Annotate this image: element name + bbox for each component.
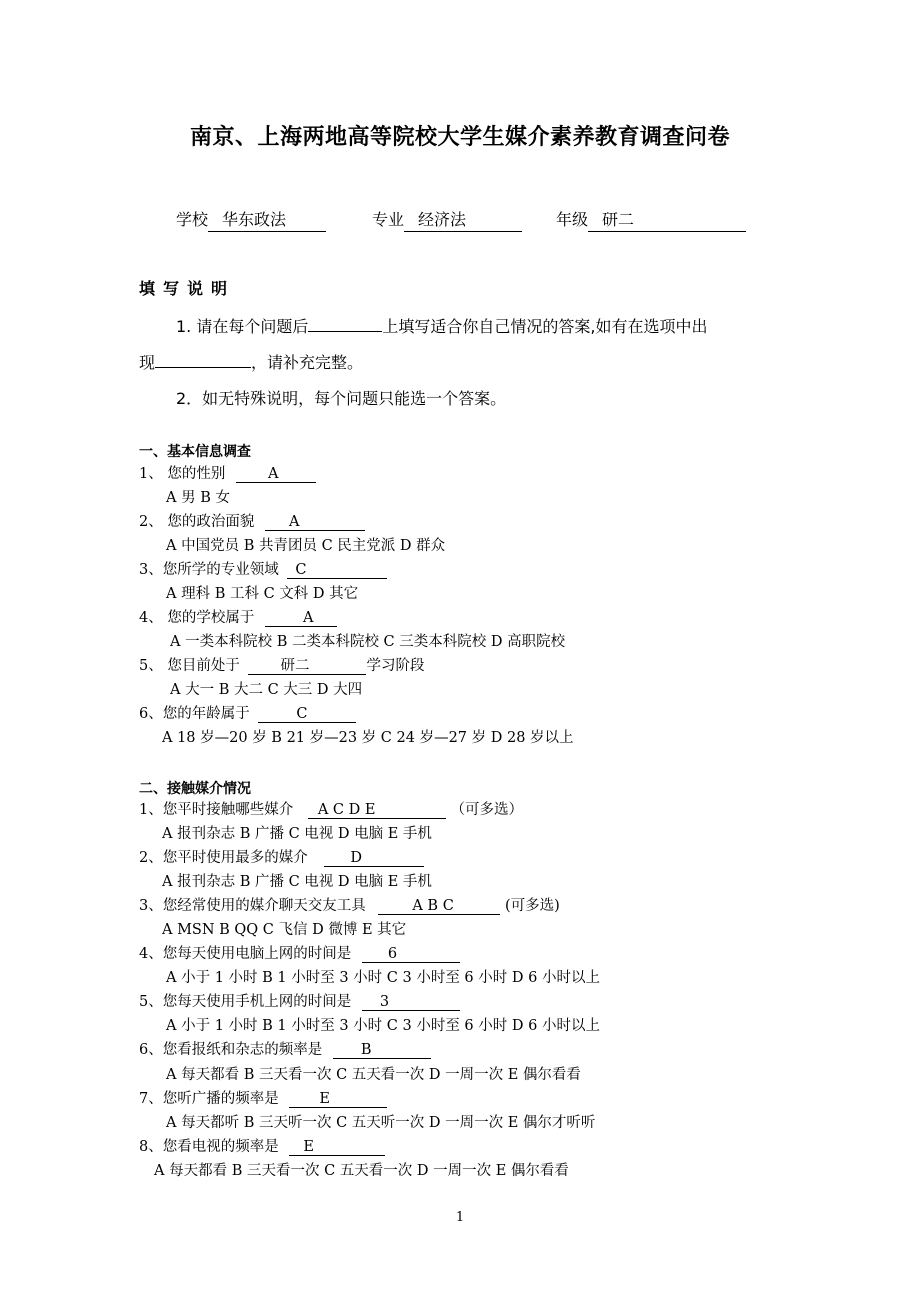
instruction-1-line-2 bbox=[139, 350, 363, 373]
s1-question-1 bbox=[139, 465, 316, 483]
answer-blank: E bbox=[289, 1139, 385, 1156]
s2-options-2: A 报刊杂志 B 广播 C 电视 D 电脑 E 手机 bbox=[162, 874, 432, 890]
s2-question-5 bbox=[139, 993, 460, 1011]
page-number: 1 bbox=[455, 1210, 465, 1225]
answer-blank: C bbox=[258, 706, 356, 723]
answer-blank: A bbox=[265, 610, 337, 627]
blank-line bbox=[155, 351, 251, 368]
answer-blank: 6 bbox=[362, 946, 460, 963]
s1-options-4: A 一类本科院校 B 二类本科院校 C 三类本科院校 D 高职院校 bbox=[170, 634, 566, 650]
s1-question-4 bbox=[139, 609, 337, 627]
s1-options-3: A 理科 B 工科 C 文科 D 其它 bbox=[166, 586, 359, 602]
answer-blank: D bbox=[324, 850, 424, 867]
s1-options-1: A 男 B 女 bbox=[166, 490, 230, 506]
major-label: 专业 bbox=[372, 210, 405, 229]
s2-question-4 bbox=[139, 945, 460, 963]
s2-question-1 bbox=[139, 801, 523, 819]
s2-question-8 bbox=[139, 1138, 385, 1156]
question-text: 4、 您的学校属于 bbox=[139, 610, 255, 626]
answer-blank: A C D E bbox=[308, 802, 446, 819]
school-value: 华东政法 bbox=[208, 209, 326, 232]
s2-options-6: A 每天都看 B 三天看一次 C 五天看一次 D 一周一次 E 偶尔看看 bbox=[166, 1067, 581, 1083]
s2-question-3 bbox=[139, 897, 560, 915]
s1-options-2: A 中国党员 B 共青团员 C 民主党派 D 群众 bbox=[166, 538, 446, 554]
question-suffix: （可多选） bbox=[450, 802, 523, 818]
s2-options-1: A 报刊杂志 B 广播 C 电视 D 电脑 E 手机 bbox=[162, 826, 432, 842]
question-text: 1、您平时接触哪些媒介 bbox=[139, 802, 294, 818]
s2-options-5: A 小于 1 小时 B 1 小时至 3 小时 C 3 小时至 6 小时 D 6 小时以上 bbox=[166, 1018, 600, 1034]
grade-label: 年级 bbox=[556, 210, 589, 229]
blank-line bbox=[308, 315, 382, 332]
instruction-text: ，请补充完整。 bbox=[251, 353, 364, 372]
s1-options-6: A 18 岁—20 岁 B 21 岁—23 岁 C 24 岁—27 岁 D 28 岁以上 bbox=[162, 730, 574, 746]
question-text: 8、您看电视的频率是 bbox=[139, 1139, 279, 1155]
question-text: 3、您经常使用的媒介聊天交友工具 bbox=[139, 898, 366, 914]
s2-question-6 bbox=[139, 1041, 431, 1059]
question-text: 1、 您的性别 bbox=[139, 466, 226, 482]
question-text: 7、您听广播的频率是 bbox=[139, 1091, 279, 1107]
grade-value: 研二 bbox=[588, 209, 746, 232]
question-text: 6、您的年龄属于 bbox=[139, 706, 250, 722]
answer-blank: 研二 bbox=[248, 658, 366, 675]
question-suffix: (可多选) bbox=[504, 898, 560, 914]
school-field bbox=[176, 207, 326, 232]
answer-blank: E bbox=[289, 1091, 387, 1108]
question-text: 4、您每天使用电脑上网的时间是 bbox=[139, 946, 352, 962]
instructions-heading: 填写说明 bbox=[139, 279, 236, 298]
s1-question-3 bbox=[139, 561, 387, 579]
question-text: 5、 您目前处于 bbox=[139, 658, 240, 674]
s1-options-5: A 大一 B 大二 C 大三 D 大四 bbox=[170, 682, 363, 698]
answer-blank: C bbox=[287, 562, 387, 579]
question-text: 2、您平时使用最多的媒介 bbox=[139, 850, 308, 866]
instruction-1-line-1 bbox=[176, 314, 707, 337]
section-2-heading: 二、接触媒介情况 bbox=[139, 781, 251, 797]
s2-options-8: A 每天都看 B 三天看一次 C 五天看一次 D 一周一次 E 偶尔看看 bbox=[154, 1163, 569, 1179]
answer-blank: 3 bbox=[362, 994, 460, 1011]
page-title: 南京、上海两地高等院校大学生媒介素养教育调查问卷 bbox=[189, 125, 730, 150]
answer-blank: A bbox=[265, 514, 365, 531]
question-text: 3、您所学的专业领域 bbox=[139, 562, 279, 578]
major-field bbox=[372, 207, 522, 232]
school-label: 学校 bbox=[176, 210, 209, 229]
answer-blank: B bbox=[333, 1042, 431, 1059]
s1-question-2 bbox=[139, 513, 365, 531]
question-suffix: 学习阶段 bbox=[366, 658, 425, 674]
instruction-text: 上填写适合你自己情况的答案,如有在选项中出 bbox=[382, 317, 708, 336]
s1-question-5 bbox=[139, 657, 424, 675]
s2-options-3: A MSN B QQ C 飞信 D 微博 E 其它 bbox=[162, 922, 407, 938]
answer-blank: A bbox=[236, 466, 316, 483]
grade-field bbox=[556, 207, 746, 232]
s2-question-2 bbox=[139, 849, 424, 867]
instruction-2: 2．如无特殊说明，每个问题只能选一个答案。 bbox=[176, 389, 507, 408]
answer-blank: A B C bbox=[378, 898, 500, 915]
s2-question-7 bbox=[139, 1090, 387, 1108]
question-text: 6、您看报纸和杂志的频率是 bbox=[139, 1042, 323, 1058]
question-text: 5、您每天使用手机上网的时间是 bbox=[139, 994, 352, 1010]
s1-question-6 bbox=[139, 705, 356, 723]
instruction-text: 1. 请在每个问题后 bbox=[176, 317, 309, 336]
major-value: 经济法 bbox=[404, 209, 522, 232]
instruction-text: 现 bbox=[139, 353, 156, 372]
question-text: 2、 您的政治面貌 bbox=[139, 514, 255, 530]
s2-options-4: A 小于 1 小时 B 1 小时至 3 小时 C 3 小时至 6 小时 D 6 小时以上 bbox=[166, 970, 600, 986]
section-1-heading: 一、基本信息调查 bbox=[139, 444, 251, 460]
s2-options-7: A 每天都听 B 三天听一次 C 五天听一次 D 一周一次 E 偶尔才听听 bbox=[166, 1115, 596, 1131]
